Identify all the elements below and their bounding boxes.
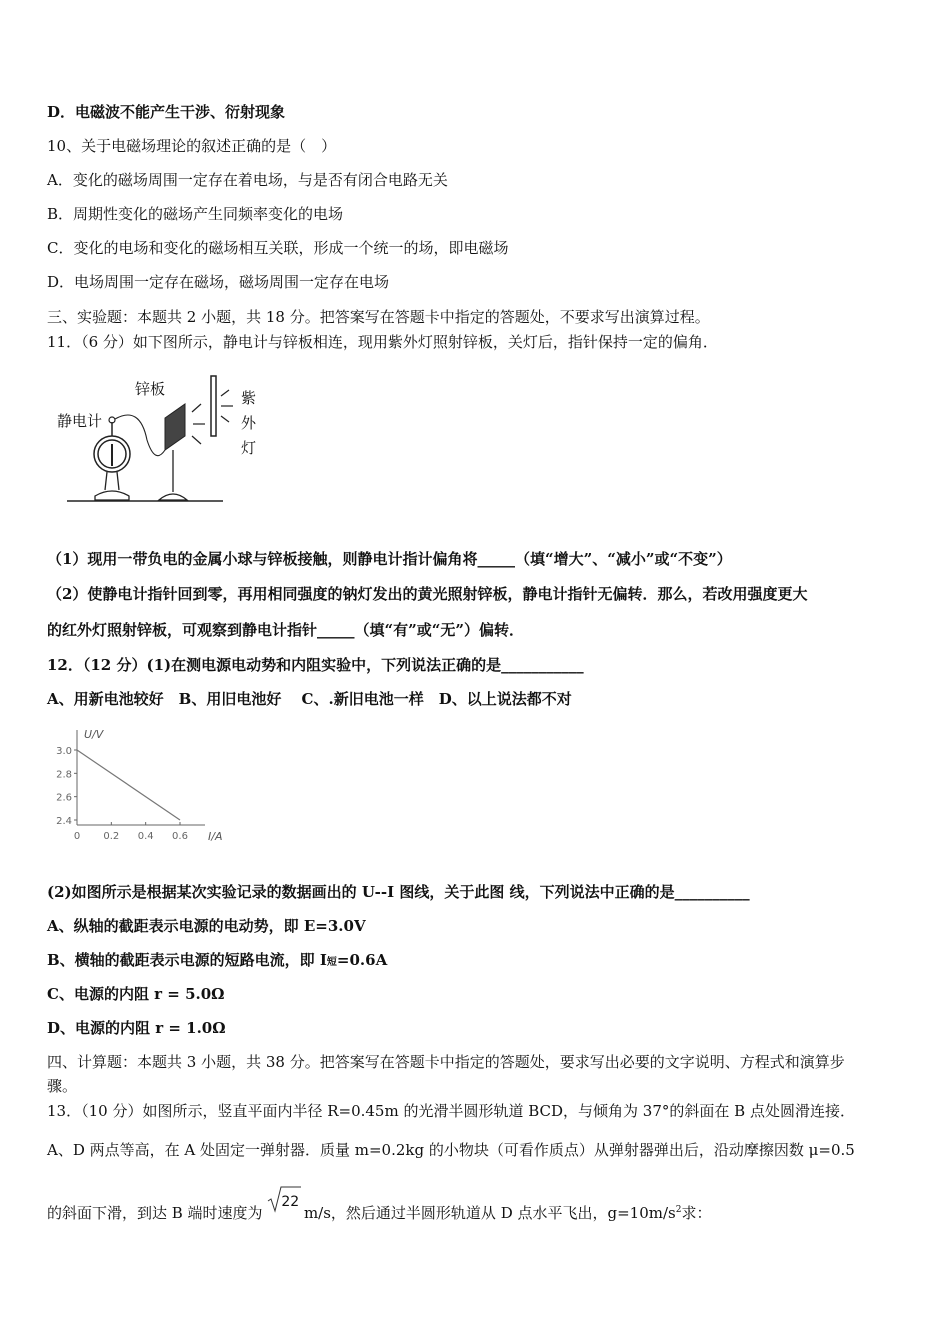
q11-part2-line1: （2）使静电计指针回到零，再用相同强度的钠灯发出的黄光照射锌板，静电计指针无偏转．那么，若改用强度更大	[47, 585, 808, 603]
electroscope-figure	[55, 370, 275, 510]
section4-title-line2: 骤。	[47, 1077, 78, 1095]
u-i-chart	[40, 722, 240, 847]
y-tick-label: 2.6	[56, 792, 72, 804]
q13-line1: 13．（10 分）如图所示，竖直平面内半径 R=0.45m 的光滑半圆形轨道 BCD，与倾角为 37°的斜面在 B 点处圆滑连接．	[47, 1102, 855, 1120]
q10-option-a: A．变化的磁场周围一定存在着电场，与是否有闭合电路无关	[47, 171, 448, 189]
y-tick-label: 2.8	[56, 769, 72, 781]
section3-title: 三、实验题：本题共 2 小题，共 18 分。把答案写在答题卡中指定的答题处，不要求写出演算过程。	[47, 308, 710, 326]
series-line-U-I	[77, 750, 180, 820]
sqrt-expression	[267, 1194, 300, 1224]
q10-option-b: B．周期性变化的磁场产生同频率变化的电场	[47, 205, 344, 223]
q12-stem: 12．（12 分）(1)在测电源电动势和内阻实验中，下列说法正确的是___________	[47, 656, 584, 674]
section4-title-line1: 四、计算题：本题共 3 小题，共 38 分。把答案写在答题卡中指定的答题处，要求写出必要的文字说明、方程式和演算步	[47, 1053, 845, 1071]
x-tick-label: 0.4	[137, 831, 154, 842]
q12-option-b-post: =0.6A	[336, 951, 388, 969]
q12-option-b	[47, 950, 387, 973]
q12-option-d: D、电源的内阻 r = 1.0Ω	[47, 1019, 226, 1037]
q13-line3-sup: 2	[675, 1205, 682, 1215]
q11-stem: 11．（6 分）如下图所示，静电计与锌板相连，现用紫外灯照射锌板，关灯后，指针保持一定的偏角．	[47, 333, 718, 351]
q13-line2: A、D 两点等高，在 A 处固定一弹射器．质量 m=0.2kg 的小物块（可看作质点）从弹射器弹出后，沿动摩擦因数 μ=0.5	[47, 1141, 855, 1159]
label-uv-3: 灯	[241, 439, 257, 457]
uv-lamp	[211, 376, 216, 436]
x-tick-label: 0	[73, 831, 81, 842]
x-tick-label: 0.2	[103, 831, 120, 842]
q12-options-part1: A、用新电池较好 B、用旧电池好 C、.新旧电池一样 D、以上说法都不对	[47, 690, 572, 708]
q12-option-a: A、纵轴的截距表示电源的电动势，即 E=3.0V	[47, 917, 366, 935]
q9-option-d: D．电磁波不能产生干涉、衍射现象	[47, 103, 286, 121]
y-tick-label: 2.4	[56, 816, 72, 827]
q11-part2-line2: 的红外灯照射锌板，可观察到静电计指针_____（填“有”或“无”）偏转．	[47, 621, 525, 639]
label-uv-2: 外	[241, 414, 257, 432]
q10-option-d: D．电场周围一定存在磁场，磁场周围一定存在电场	[47, 273, 390, 291]
label-zinc-plate: 锌板	[135, 380, 166, 398]
q13-line3	[47, 1194, 712, 1224]
connecting-wire	[115, 415, 165, 456]
label-electroscope: 静电计	[57, 412, 103, 430]
q11-part1: （1）现用一带负电的金属小球与锌板接触，则静电计指计偏角将_____（填“增大”、“减小”或“不变”）	[47, 550, 732, 568]
q12-option-b-pre: B、横轴的截距表示电源的短路电流，即 I	[47, 951, 327, 969]
sqrt-radicand: 22	[281, 1194, 300, 1210]
q13-line3-post: 求：	[681, 1204, 712, 1222]
zinc-plate	[165, 404, 185, 450]
q13-line3-pre: 的斜面下滑，到达 B 端时速度为	[47, 1204, 263, 1222]
label-uv-1: 紫	[241, 389, 257, 407]
x-tick-label: 0.6	[172, 831, 188, 842]
q12-option-b-sub: 短	[326, 957, 337, 968]
q13-line3-mid: m/s，然后通过半圆形轨道从 D 点水平飞出，g=10m/s	[303, 1204, 676, 1222]
q10-stem: 10、关于电磁场理论的叙述正确的是（ ）	[47, 137, 337, 155]
x-axis-label: I/A	[208, 830, 223, 843]
q12-part2: (2)如图所示是根据某次实验记录的数据画出的 U--I 图线，关于此图 线，下列说法中正确的是__________	[47, 883, 750, 901]
q10-option-c: C．变化的电场和变化的磁场相互关联，形成一个统一的场，即电磁场	[47, 239, 509, 257]
q12-option-c: C、电源的内阻 r = 5.0Ω	[47, 985, 225, 1003]
y-tick-label: 3.0	[56, 746, 72, 757]
y-axis-label: U/V	[84, 728, 104, 741]
